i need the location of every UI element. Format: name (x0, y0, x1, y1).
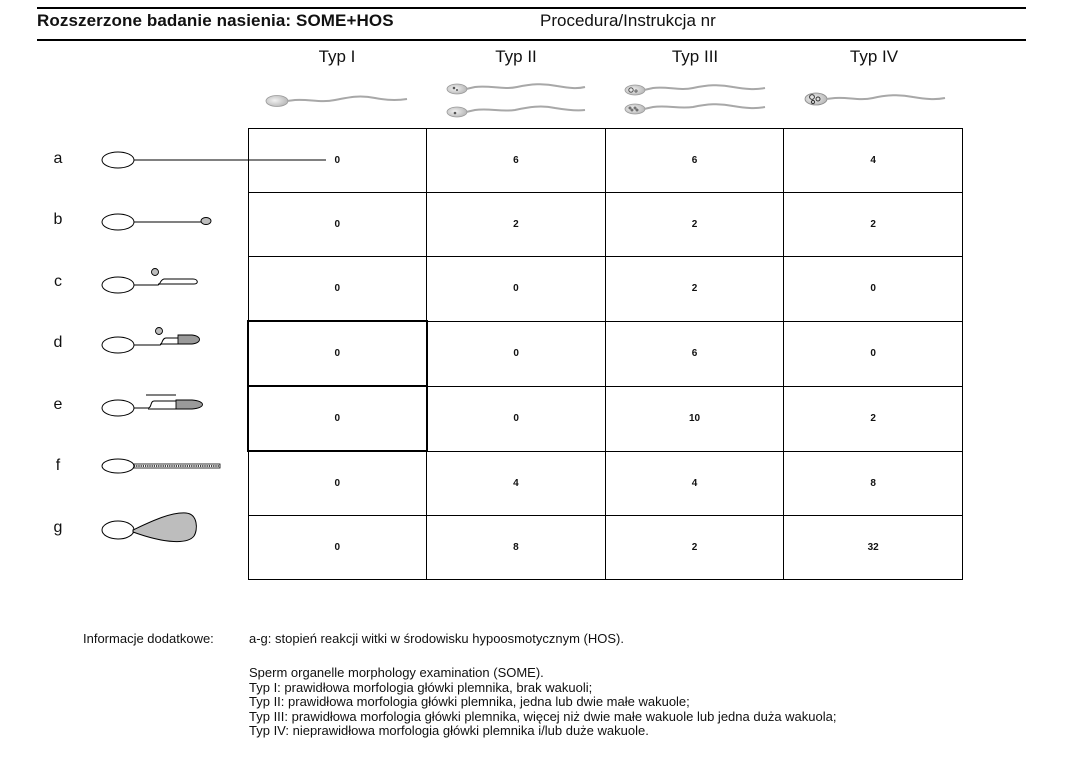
tail-b-icon (100, 209, 230, 235)
cell-f-typ-2: 4 (427, 451, 606, 516)
cell-f-typ-3: 4 (605, 451, 784, 516)
tail-a-icon (100, 148, 230, 172)
sperm-type-2-icon (445, 80, 590, 122)
info-typ-4: Typ IV: nieprawidłowa morfologia główki plemnika i/lub duże wakuole. (249, 723, 649, 738)
cell-e-typ-1[interactable]: 0 (248, 386, 427, 451)
info-typ-3: Typ III: prawidłowa morfologia główki plemnika, więcej niż dwie małe wakuole lub jedna duża wakuola; (249, 708, 837, 724)
cell-b-typ-4: 2 (784, 193, 963, 257)
cell-a-typ-3: 6 (605, 129, 784, 193)
page-title: Rozszerzone badanie nasienia: SOME+HOS (37, 11, 394, 30)
info-typ-2: Typ II: prawidłowa morfologia główki plemnika, jedna lub dwie małe wakuole; (249, 694, 690, 709)
cell-e-typ-4: 2 (784, 386, 963, 451)
table-row (248, 516, 963, 580)
row-label-g: g (53, 519, 63, 536)
cell-d-typ-1[interactable]: 0 (248, 321, 427, 386)
sperm-type-3-icon (623, 80, 768, 122)
cell-d-typ-2: 0 (427, 321, 606, 386)
cell-g-typ-2: 8 (427, 516, 606, 580)
row-label-e: e (53, 396, 63, 413)
column-header-typ-2: Typ II (495, 47, 537, 66)
top-rule (37, 7, 1026, 9)
results-table (247, 128, 963, 580)
cell-e-typ-3: 10 (605, 386, 784, 451)
header-rule (37, 39, 1026, 41)
cell-d-typ-3: 6 (605, 321, 784, 386)
row-label-c: c (54, 273, 62, 290)
cell-c-typ-2: 0 (427, 257, 606, 322)
column-header-typ-1: Typ I (318, 47, 356, 66)
info-label: Informacje dodatkowe: (83, 631, 214, 646)
cell-c-typ-3: 2 (605, 257, 784, 322)
row-label-d: d (53, 334, 63, 351)
cell-d-typ-4: 0 (784, 321, 963, 386)
tail-c-icon (98, 265, 228, 299)
row-label-b: b (53, 211, 63, 228)
info-some-title: Sperm organelle morphology examination (SOME). (249, 665, 544, 680)
column-header-typ-3: Typ III (671, 47, 719, 66)
cell-g-typ-3: 2 (605, 516, 784, 580)
cell-b-typ-3: 2 (605, 193, 784, 257)
tail-g-icon (100, 510, 230, 550)
cell-e-typ-2: 0 (427, 386, 606, 451)
column-header-typ-4: Typ IV (849, 47, 899, 66)
tail-f-icon (100, 455, 230, 477)
table-row (248, 257, 963, 322)
table-row (248, 321, 963, 386)
cell-f-typ-1: 0 (248, 451, 427, 516)
row-label-a: a (53, 150, 63, 167)
row-label-f: f (55, 457, 61, 474)
cell-a-typ-2: 6 (427, 129, 606, 193)
info-block (249, 666, 1009, 739)
table-row (248, 193, 963, 257)
cell-c-typ-4: 0 (784, 257, 963, 322)
cell-a-typ-1: 0 (248, 129, 427, 193)
tail-d-icon (98, 326, 228, 360)
table-row (248, 386, 963, 451)
sperm-type-1-icon (265, 88, 410, 112)
cell-g-typ-4: 32 (784, 516, 963, 580)
cell-g-typ-1: 0 (248, 516, 427, 580)
cell-a-typ-4: 4 (784, 129, 963, 193)
cell-b-typ-1: 0 (248, 193, 427, 257)
tail-e-icon (100, 389, 230, 423)
info-hos-text: a-g: stopień reakcji witki w środowisku hypoosmotycznym (HOS). (249, 631, 624, 646)
procedure-label: Procedura/Instrukcja nr (540, 11, 716, 30)
table-row (248, 451, 963, 516)
sperm-type-4-icon (803, 88, 948, 112)
cell-c-typ-1: 0 (248, 257, 427, 322)
table-row (248, 129, 963, 193)
cell-f-typ-4: 8 (784, 451, 963, 516)
info-typ-1: Typ I: prawidłowa morfologia główki plemnika, brak wakuoli; (249, 679, 593, 695)
cell-b-typ-2: 2 (427, 193, 606, 257)
